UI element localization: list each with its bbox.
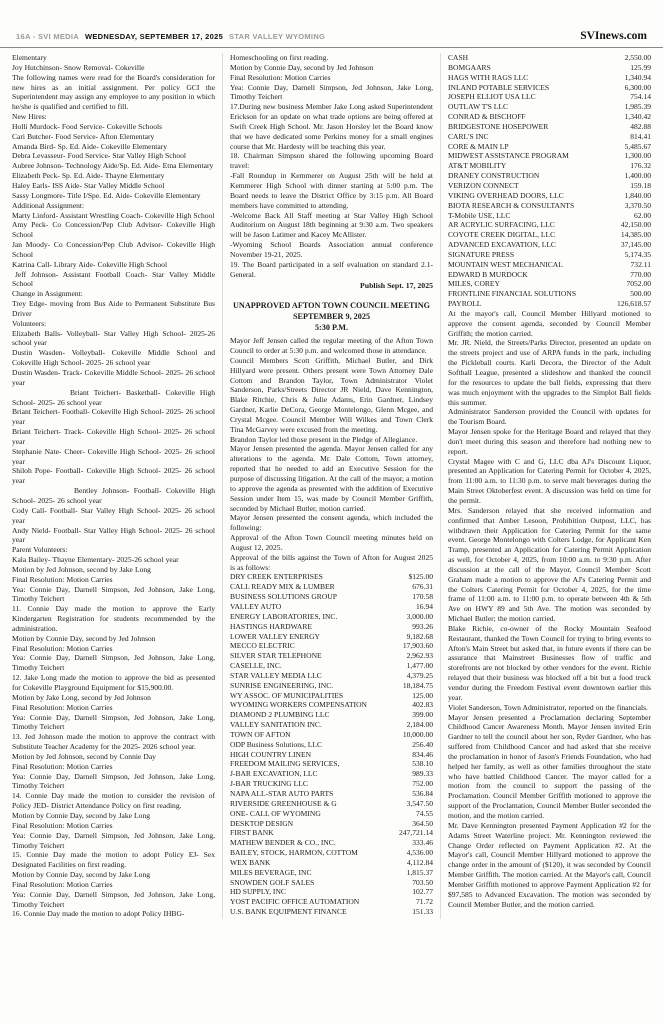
bill-row <box>448 122 651 132</box>
paragraph: Council Members Scott Griffith, Michael Butler, and Dirk Hillyard were present. Others present were Town Attorney Dale Cottom and Brandon Taylor, Town Administrator Violet Sanderson, Parks/Streets Director JR Nield, Dave Kennington, Blake Ritchie, Chris & Julie Adams, Erin Gardner, Lindsey Gardner, Karlie DeCora, George Montelongo, Glenn Mcgee, and Crystal Mcgee. Council Member Will Wilkes and Town Clerk Tina McGarvey were excused from the meeting. <box>230 355 433 434</box>
paragraph: Trey Edge- moving from Bus Aide to Permanent Substitute Bus Driver <box>12 299 215 318</box>
bill-amount: 170.58 <box>412 592 433 602</box>
paragraph: Yea: Connie Day, Darnell Simpson, Jed Johnson, Jake Long, Timothy Teichert <box>12 889 215 909</box>
bill-amount: 993.26 <box>412 621 433 631</box>
paragraph: Aubree Johnson- Technology Aide/Sp. Ed. Aide- Etna Elementary <box>12 161 214 171</box>
paragraph: Yea: Connie Day, Darnell Simpson, Jed Johnson, Jake Long, Timothy Teichert <box>12 712 215 732</box>
bill-payee: DESKTOP DESIGN <box>230 818 294 828</box>
bill-amount: 2,962.93 <box>406 651 433 661</box>
bill-amount: 1,815.37 <box>406 867 433 877</box>
bill-payee: FRONTLINE FINANCIAL SOLUTIONS <box>448 289 577 299</box>
bill-payee: ONE- CALL OF WYOMING <box>230 808 321 818</box>
bill-amount: 256.40 <box>412 739 433 749</box>
paragraph: Mr. Dave Kennington presented Payment Application #2 for the Adams Street Waterline project. Mr. Kennington reviewed the Change Order reflected on Payment Application #2. At the Mayor's call, Council Member Hillyard motioned to approve the change order in the amount of ($120), it was seconded by Council Member Griffith. The motion carried. At the Mayor's call, Council Member Griffith motioned to approve Payment Application #2 for $97,585 to Advanced Excavation. The motion was seconded by Council Member Butler, and the motion carried. <box>448 820 651 909</box>
paragraph: Additional Assignment: <box>12 200 85 210</box>
bill-payee: ADVANCED EXCAVATION, LLC <box>448 240 556 250</box>
bill-amount: 17,903.60 <box>402 641 433 651</box>
bill-payee: BIOTA RESEARCH & CONSULTANTS <box>448 200 575 210</box>
bill-payee: CONRAD & BISCHOFF <box>448 112 526 122</box>
paragraph: 13. Jed Johnson made the motion to approve the contract with Substitute Teacher Academy for the 2025- 2026 school year. <box>12 732 215 752</box>
paragraph: 18. Chairman Simpson shared the following upcoming Board travel: <box>230 151 433 171</box>
bill-payee: AR ACRYLIC SURFACING, LLC <box>448 220 555 230</box>
bill-payee: ENERGY LABORATORIES, INC. <box>230 611 338 621</box>
paragraph: Andy Nield- Football- Star Valley High School- 2025- 26 school year <box>12 525 215 545</box>
bill-amount: 5,485.67 <box>624 141 651 151</box>
bill-row <box>230 582 433 592</box>
bill-amount: 676.31 <box>412 582 433 592</box>
bill-payee: VIKING OVERHEAD DOORS, LLC <box>448 190 564 200</box>
bill-amount: 102.77 <box>412 887 433 897</box>
paragraph: Administrator Sanderson provided the Council with updates for the Tourism Board. <box>448 407 651 427</box>
bill-row <box>230 572 433 582</box>
bill-payee: CASELLE, INC. <box>230 661 282 671</box>
publish-date-line: Publish Sept. 17, 2025 <box>359 281 433 291</box>
bill-amount: 3,547.50 <box>406 798 433 808</box>
paragraph: Approval of the Afton Town Council meeting minutes held on August 12, 2025. <box>230 533 433 552</box>
paragraph: Mayor Jensen presented a Proclamation declaring September Childhood Cancer Awareness Month. Mayor Jensen invited Erin Gardner to tell the council about her son, Ryder Gardner, who has suffered from Childhood Cancer and had asked that she receive the proclamation in honor of Jason's Friends Foundation, who had helped her family, as well as other families throughout the state who have battled Childhood Cancer. The mayor called for a motion from the council to support the passing of the Proclamation. Council Member Griffith motioned to approve the support of the Proclamation, Council Member Butler seconded the motion, and the motion carried. <box>448 712 651 820</box>
section-heading-line: 5:30 P.M. <box>314 322 349 332</box>
bill-payee: DRANEY CONSTRUCTION <box>448 171 540 181</box>
bill-payee: HASTINGS HARDWARE <box>230 621 312 631</box>
bill-amount: 16.94 <box>416 601 433 611</box>
paragraph: Motion by Connie Day, second by Jake Long <box>12 870 150 880</box>
paragraph: Jeff Johnson- Assistant Football Coach- Star Valley Middle School <box>12 269 215 289</box>
bill-row <box>230 730 433 740</box>
bill-amount: 4,112.84 <box>406 857 433 867</box>
masthead <box>0 0 663 48</box>
bill-row <box>230 602 433 612</box>
bill-row <box>230 848 433 858</box>
bill-payee: EDWARD B MURDOCK <box>448 269 528 279</box>
bill-payee: AT&T MOBILITY <box>448 161 507 171</box>
bill-row <box>448 260 651 270</box>
bill-amount: 482.88 <box>630 121 651 131</box>
bill-payee: NAPA ALL-STAR AUTO PARTS <box>230 789 334 798</box>
bill-amount: 752.00 <box>412 779 433 789</box>
bill-row <box>448 191 651 201</box>
bill-row <box>448 142 651 152</box>
paragraph: 19. The Board participated in a self evaluation on standard 2.1- General. <box>230 259 433 279</box>
bill-amount: 989.33 <box>412 769 433 779</box>
bill-row <box>230 681 433 691</box>
paragraph: Mr. JR. Nield, the Streets/Parks Director, presented an update on the streets project and use of ARPA funds in the park, including the Pickleball courts. Karli Decora, the Director of the Adult Softball League, presented a slideshow and thanked the council for the resources to update the ball fields, expressing that there was much enjoyment with the upgrades to the Simplot Ball fields this summer. <box>448 338 651 407</box>
bill-amount: 1,400.00 <box>624 171 651 181</box>
bill-row <box>230 809 433 819</box>
paragraph: Mayor Jensen presented the agenda. Mayor Jensen called for any alterations to the agenda. Mr. Dale Cottom, Town attorney, reported that he needed to add an Executive Session for the purpose of discussing litigation. At the call of the mayor, a motion to approve the agenda as presented with the addition of Executive Session under Item 15, was made by Council Member Griffith, seconded by Michael Butler, motion carried. <box>230 444 433 513</box>
paragraph: Briant Teichert- Basketball- Cokeville High School- 2025- 26 school year <box>12 387 215 407</box>
paragraph: Mayor Jensen spoke for the Heritage Board and relayed that they don't meet during this season and therefore had nothing new to report. <box>448 427 651 456</box>
paragraph: 16. Connie Day made the motion to adopt Policy IHBG- <box>12 909 185 919</box>
paragraph: Amanda Bird- Sp. Ed. Aide- Cokeville Elementary <box>12 141 168 151</box>
paragraph: 14. Connie Day made the motion to consider the revision of Policy JED- District Attendance Policy on first reading. <box>12 791 215 811</box>
paragraph: Elizabeth Balls- Volleyball- Star Valley High School- 2025-26 school year <box>12 328 215 348</box>
bill-row <box>448 112 651 122</box>
paragraph: Approval of the bills against the Town of Afton for August 2025 is as follows: <box>230 552 433 572</box>
paragraph: Volunteers: <box>12 318 47 328</box>
bill-amount: 6,300.00 <box>624 82 651 92</box>
bill-payee: BAILEY, STOCK, HARMON, COTTOM <box>230 848 358 858</box>
bill-row <box>448 92 651 102</box>
bill-row <box>230 720 433 730</box>
bill-amount: 151.33 <box>412 907 433 917</box>
paragraph: Amy Peck- Co Concession/Pep Club Advisor- Cokeville High School <box>12 220 215 240</box>
masthead-info <box>16 32 325 41</box>
paragraph: Yea: Connie Day, Darnell Simpson, Jed Johnson, Jake Long, Timothy Teichert <box>12 653 215 673</box>
bill-payee: BUSINESS SOLUTIONS GROUP <box>230 592 337 602</box>
bill-payee: BRIDGESTONE HOSEPOWER <box>448 121 549 131</box>
bill-row <box>230 740 433 750</box>
bill-row <box>230 828 433 838</box>
bill-payee: SUNRISE ENGINEERING, INC. <box>230 680 334 690</box>
paragraph: Debra Levasseur- Food Service- Star Valley High School <box>12 151 187 161</box>
bill-amount: 3,370.50 <box>624 200 651 210</box>
bill-row <box>448 102 651 112</box>
bill-payee: HIGH COUNTRY LINEN <box>230 749 312 759</box>
article-columns <box>0 48 663 919</box>
bill-payee: JOSEPH ELLIOT USA LLC <box>448 92 536 102</box>
bill-payee: J-BAR TRUCKING LLC <box>230 779 308 789</box>
bill-payee: T-Mobile USE, LLC <box>448 210 511 220</box>
bill-amount: 125.99 <box>630 62 651 72</box>
bill-row <box>448 250 651 260</box>
paragraph: The following names were read for the Board's consideration for new hires as an initial assignment. Per policy GCI the Superintendent may assign any employee to any position in which he/she is qualified and certified to fill. <box>12 72 215 112</box>
section-heading-line: UNAPPROVED AFTON TOWN COUNCIL MEETING <box>233 301 430 311</box>
paragraph: Final Resolution: Motion Carries <box>230 72 331 82</box>
bill-amount: 538.10 <box>412 759 433 769</box>
paragraph: Motion by Connie Day, second by Jed Johnson <box>12 633 156 643</box>
bill-row <box>230 661 433 671</box>
bill-amount: 159.18 <box>630 180 651 190</box>
paragraph: Katrina Call- Library Aide- Cokeville High School <box>12 259 168 269</box>
bill-payee: RIVERSIDE GREENHOUSE & G <box>230 798 337 808</box>
bill-payee: CALL READY MIX & LUMBER <box>230 582 335 592</box>
paragraph: Final Resolution: Motion Carries <box>12 761 113 771</box>
bill-payee: ODP Business Solutions, LLC <box>230 739 322 749</box>
bill-row <box>230 592 433 602</box>
bill-row <box>230 691 433 701</box>
bill-amount: 770.00 <box>630 269 651 279</box>
paragraph: -Fall Roundup in Kemmerer on August 25th will be held at Kemmerer High School with dinner starting at 5:00 p.m. The Board needs to leave the District Office by 3:15 p.m. All Board members have committed to attending. <box>230 171 433 210</box>
bill-row <box>230 897 433 907</box>
bill-amount: 14,385.00 <box>620 230 651 240</box>
paragraph: Briant Teichert- Football- Cokeville High School- 2025- 26 school year <box>12 407 215 427</box>
section-heading <box>230 299 433 336</box>
bill-amount: $125.00 <box>408 572 433 582</box>
bill-row <box>230 651 433 661</box>
section-heading-line: SEPTEMBER 9, 2025 <box>292 312 371 321</box>
bill-payee: HD SUPPLY, INC <box>230 887 286 897</box>
paragraph: Motion by Connie Day, second by Jed Johnson <box>230 62 374 72</box>
paragraph: Sassy Longmore- Title I/Spe. Ed. Aide- Cokeville Elementary <box>12 190 201 200</box>
bill-payee: YOST PACIFIC OFFICE AUTOMATION <box>230 897 360 907</box>
bill-amount: 1,300.00 <box>624 151 651 161</box>
bill-row <box>230 641 433 651</box>
bill-amount: 1,985.39 <box>624 102 651 112</box>
bill-row <box>448 279 651 289</box>
paragraph: -Wyoming School Boards Association annual conference November 19-21, 2025. <box>230 240 433 259</box>
paragraph: Motion by Jake Long, second by Jed Johnson <box>12 692 151 702</box>
bill-payee: DRY CREEK ENTERPRISES <box>230 572 323 582</box>
paragraph: 12. Jake Long made the motion to approve the bid as presented for Cokeville Playground Equipment for $15,900.00. <box>12 673 215 692</box>
bill-payee: HAGS WITH RAGS LLC <box>448 72 529 82</box>
bill-row <box>448 220 651 230</box>
paragraph: 15. Connie Day made the motion to adopt Policy EJ- Sex Designated Facilities on first reading. <box>12 850 215 870</box>
bill-payee: VALLEY AUTO <box>230 601 282 611</box>
bill-row <box>448 201 651 211</box>
paragraph: At the mayor's call, Council Member Hillyard motioned to approve the consent agenda, seconded by Council Member Griffith; the motion carried. <box>448 308 651 338</box>
bill-row <box>448 132 651 142</box>
paragraph: Yea: Connie Day, Darnell Simpson, Jed Johnson, Jake Long, Timothy Teichert <box>12 584 215 604</box>
paragraph: Jan Moody- Co Concession/Pep Club Advisor- Cokeville High School <box>12 240 215 259</box>
bill-amount: 62.00 <box>634 210 651 220</box>
paragraph: Final Resolution: Motion Carries <box>12 643 113 653</box>
paragraph: Violet Sanderson, Town Administrator, reported on the financials. <box>448 702 648 712</box>
bill-row <box>448 171 651 181</box>
bill-payee: SILVER STAR TELEPHONE <box>230 651 322 661</box>
bill-amount: 4,536.00 <box>406 848 433 858</box>
column-2 <box>222 53 440 919</box>
bill-row <box>448 53 651 63</box>
bill-amount: 74.55 <box>416 808 433 818</box>
bill-payee: STAR VALLEY MEDIA LLC <box>230 670 322 680</box>
masthead-date: WEDNESDAY, SEPTEMBER 17, 2025 <box>84 32 224 41</box>
paragraph: 17.During new business Member Jake Long asked Superintendent Erickson for an update on what trade options are being offered at Swift Creek High School. Mr. Jason Horsley let the Board know that we have dedicated some Perkins money for a small engines course that Mr. Hardesty will be teaching this year. <box>230 102 433 151</box>
bill-amount: 2,550.00 <box>624 53 651 62</box>
bill-amount: 9,182.68 <box>406 631 433 641</box>
paragraph: Bentley Johnson- Football- Cokeville High School- 2025- 26 school year <box>12 486 215 505</box>
paragraph: Elizabeth Peck- Sp. Ed. Aide- Thayne Elementary <box>12 171 165 181</box>
bill-amount: 402.83 <box>412 700 433 710</box>
bill-row <box>230 779 433 789</box>
bill-payee: CASH <box>448 53 469 62</box>
bill-amount: 176.32 <box>630 161 651 171</box>
bill-row <box>448 289 651 299</box>
bill-row <box>448 161 651 171</box>
bill-payee: LOWER VALLEY ENERGY <box>230 631 320 641</box>
bill-amount: 125.00 <box>412 690 433 700</box>
bill-amount: 5,174.35 <box>624 249 651 259</box>
column-1 <box>12 53 222 919</box>
bill-payee: MECCO ELECTRIC <box>230 641 295 651</box>
bill-row <box>230 710 433 720</box>
bill-row <box>230 819 433 829</box>
bill-payee: INLAND POTABLE SERVICES <box>448 82 550 92</box>
bill-row <box>448 151 651 161</box>
paragraph: Haley Earls- ISS Aide- Star Valley Middle School <box>12 180 165 190</box>
bill-row <box>230 838 433 848</box>
bill-payee: TOWN OF AFTON <box>230 729 291 739</box>
page-number-label: 16A - SVI MEDIA <box>16 32 79 41</box>
bill-row <box>448 299 651 309</box>
bill-row <box>448 83 651 93</box>
bill-amount: 10,000.00 <box>402 729 433 739</box>
paragraph: New Hires: <box>12 112 47 122</box>
bill-payee: MILES BEVERAGE, INC <box>230 867 312 877</box>
paragraph: Dustin Wasden- Volleyball- Cokeville Middle School and Cokeville High School- 2025- 26 school year <box>12 348 215 368</box>
bill-payee: FREEDOM MAILING SERVICES, <box>230 759 340 769</box>
bill-row <box>448 181 651 191</box>
bill-row <box>230 769 433 779</box>
bill-row <box>448 73 651 83</box>
paragraph: Final Resolution: Motion Carries <box>12 879 113 889</box>
paragraph: Mrs. Sanderson relayed that she received information and confirmed that Amber Lesoon, Prohibition Outpost, LLC, has withdrawn their Application for Catering Permit for the same event. George Montelongo with Colters Lodge, for Applicant Ken Tramp, presented an Application for Catering Permit Application as well, for October 4, 2025, from 10:00 a.m. to 9:30 p.m. After discussion at the call of the Mayor, Council Member Scott Graham made a motion to approve the AJ's Catering Permit and the Colters Catering Permit for October 4, 2025, for the time frame of 11:00 a.m. to 11:00 p.m. to operate between 4th & 5th Ave on HWY 89 and 5th Ave. The motion was seconded by Michael Butler; the motion carried. <box>448 505 651 624</box>
bill-amount: 754.14 <box>630 92 651 102</box>
paragraph: Brandon Taylor led those present in the Pledge of Allegiance. <box>230 434 418 444</box>
bill-payee: COYOTE CREEK DIGITAL, LLC <box>448 230 556 240</box>
column-3 <box>440 53 651 919</box>
bill-amount: 7052.00 <box>626 279 651 289</box>
bill-payee: CARL'S INC <box>448 131 489 141</box>
bill-amount: 333.46 <box>412 838 433 848</box>
bill-amount: 364.50 <box>412 818 433 828</box>
bill-amount: 536.84 <box>412 789 433 798</box>
bill-row <box>230 700 433 710</box>
bill-amount: 1,840.00 <box>624 190 651 200</box>
bill-row <box>448 230 651 240</box>
paragraph: Yea: Connie Day, Darnell Simpson, Jed Johnson, Jake Long, Timothy Teichert <box>230 82 433 102</box>
bill-row <box>230 789 433 799</box>
paragraph: Blake Richie, co-owner of the Rocky Mountain Seafood Restaurant, thanked the Town Council for trying to bring events to Afton's Main Street but asked that, in future events if there can be assurance that Mainstreet Businesses flow of traffic and storefronts are not blocked by other vendors for the event. Richie relayed that their business was blocked off a bit but a food truck vendor during the Freedom Festival event downtown earlier this year. <box>448 623 651 702</box>
bill-amount: 126,618.57 <box>617 299 651 309</box>
paragraph: Final Resolution: Motion Carries <box>12 702 113 712</box>
bill-row <box>230 907 433 917</box>
paragraph: Shiloh Pope- Football- Cokeville High School- 2025- 26 school year <box>12 466 215 486</box>
bill-payee: CORE & MAIN LP <box>448 141 509 151</box>
bill-row <box>448 240 651 250</box>
bill-payee: U.S. BANK EQUIPMENT FINANCE <box>230 907 347 917</box>
bill-payee: FIRST BANK <box>230 828 274 838</box>
bill-payee: VERIZON CONNECT <box>448 180 519 190</box>
bill-row <box>448 211 651 221</box>
bill-row <box>448 63 651 73</box>
bill-amount: 18,184.75 <box>402 680 433 690</box>
bill-row <box>230 632 433 642</box>
bill-row <box>230 671 433 681</box>
bill-payee: SNOWDEN GOLF SALES <box>230 877 315 887</box>
bill-amount: 500.00 <box>630 289 651 299</box>
bill-row <box>230 878 433 888</box>
bill-row <box>230 887 433 897</box>
bill-row <box>448 270 651 280</box>
paragraph: Marty Linford- Assistant Wrestling Coach- Cokeville High School <box>12 210 215 220</box>
bill-amount: 732.11 <box>630 259 651 269</box>
paragraph: Kala Bailey- Thayne Elementary- 2025-26 school year <box>12 555 179 565</box>
masthead-location: STAR VALLEY WYOMING <box>229 32 326 41</box>
paragraph: -Welcome Back All Staff meeting at Star Valley High School Auditorium on August 18th beginning at 9:30 a.m. Two speakers will be Jason Latimer and Kacey McAllister. <box>230 210 433 240</box>
bill-row <box>230 858 433 868</box>
bill-row <box>230 868 433 878</box>
paragraph: Briant Teichert- Track- Cokeville High School- 2025- 26 school year <box>12 427 215 446</box>
bill-payee: J-BAR EXCAVATION, LLC <box>230 769 318 779</box>
bill-amount: 1,340.94 <box>624 72 651 82</box>
bill-payee: SIGNATURE PRESS <box>448 249 515 259</box>
bill-amount: 71.72 <box>416 897 433 907</box>
paragraph: Motion by Jed Johnson, second by Connie Day <box>12 751 156 761</box>
paragraph: Stephanie Nate- Cheer- Cokeville High School- 2025- 26 school year <box>12 446 215 466</box>
bill-amount: 1,340.42 <box>624 112 651 122</box>
bill-row <box>230 750 433 760</box>
bill-payee: MATHEW BENDER & CO., INC. <box>230 838 336 848</box>
bill-row <box>230 612 433 622</box>
bill-payee: DIAMOND 2 PLUMBING LLC <box>230 710 330 720</box>
bill-payee: PAYROLL <box>448 299 482 309</box>
paragraph: Parent Volunteers: <box>12 545 68 555</box>
paragraph: Mayor Jeff Jensen called the regular meeting of the Afton Town Council to order at 5:30 p.m. and welcomed those in attendance. <box>230 336 433 356</box>
paragraph: Mayor Jensen presented the consent agenda, which included the following: <box>230 513 433 533</box>
paragraph: 11. Connie Day made the motion to approve the Early Kindergarten Registration for students recommended by the administration. <box>12 604 215 633</box>
bill-payee: MIDWEST ASSISTANCE PROGRAM <box>448 151 569 161</box>
bill-amount: 2,184.00 <box>406 720 433 730</box>
bill-payee: WEX BANK <box>230 857 271 867</box>
paragraph: Crystal Magee with C and G, LLC dba AJ's Discount Liquor, presented an Application for Catering Permit for October 4, 2025, from 11:00 a.m. to 11:30 p.m. to serve malt beverages during the Main Street Oktoberfest event. A discussion was held on time for the permit. <box>448 456 651 505</box>
bill-payee: BOMGAARS <box>448 62 491 72</box>
bill-amount: 247,721.14 <box>399 828 433 838</box>
paragraph: Homeschooling on first reading. <box>230 53 329 62</box>
bill-amount: 703.50 <box>412 877 433 887</box>
bill-amount: 4,379.25 <box>406 670 433 680</box>
paragraph: Motion by Connie Day, second by Jake Long <box>12 810 150 820</box>
masthead-website-link[interactable]: SVInews.com <box>580 30 647 42</box>
bill-amount: 37,145.00 <box>620 240 651 250</box>
paragraph: Cari Butcher- Food Service- Afton Elementary <box>12 131 155 141</box>
paragraph: Yea: Connie Day, Darnell Simpson, Jed Johnson, Jake Long, Timothy Teichert <box>12 830 215 850</box>
bill-row <box>230 799 433 809</box>
paragraph: Cody Call- Football- Star Valley High School- 2025- 26 school year <box>12 505 215 525</box>
paragraph: Motion by Jed Johnson, second by Jake Long <box>12 564 151 574</box>
paragraph: Yea: Connie Day, Darnell Simpson, Jed Johnson, Jake Long, Timothy Teichert <box>12 771 215 791</box>
bill-row <box>230 622 433 632</box>
paragraph: Dustin Wasden- Track- Cokeville Middle School- 2025- 26 school year <box>12 368 215 387</box>
paragraph: Change in Assignment: <box>12 289 83 299</box>
bill-payee: MILES, COREY <box>448 279 500 289</box>
bill-amount: 399.00 <box>412 710 433 720</box>
bill-payee: VALLEY SANITATION INC. <box>230 720 322 730</box>
paragraph: Final Resolution: Motion Carries <box>12 574 113 584</box>
bill-payee: WYOMING WORKERS COMPENSATION <box>230 700 367 710</box>
bill-amount: 834.46 <box>412 749 433 759</box>
bill-amount: 3,000.00 <box>406 611 433 621</box>
paragraph: Elementary <box>12 53 47 62</box>
bill-amount: 814.41 <box>630 131 651 141</box>
paragraph: Holli Murdock- Food Service- Cokeville Schools <box>12 121 163 131</box>
bill-payee: WY ASSOC. OF MUNICIPALITIES <box>230 690 344 700</box>
bill-amount: 1,477.00 <box>406 661 433 671</box>
paragraph: Joy Hutchinson- Snow Removal- Cokeville <box>12 62 145 72</box>
bill-row <box>230 759 433 769</box>
paragraph: Final Resolution: Motion Carries <box>12 820 113 830</box>
bill-payee: OUTLAW T'S LLC <box>448 102 509 112</box>
bill-amount: 42,150.00 <box>620 220 651 230</box>
bill-payee: MOUNTAIN WEST MECHANICAL <box>448 259 563 269</box>
